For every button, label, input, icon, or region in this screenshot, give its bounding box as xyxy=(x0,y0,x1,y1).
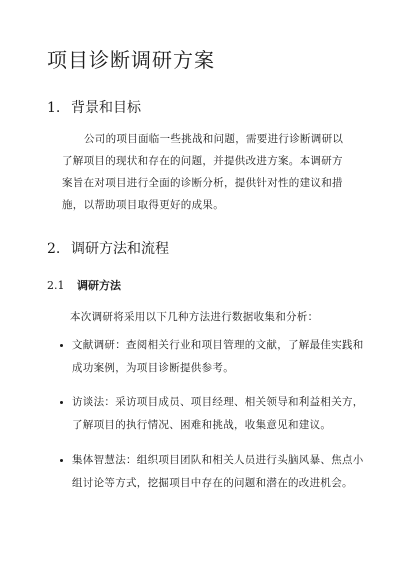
section-2-heading xyxy=(47,238,169,258)
methods-intro: 本次调研将采用以下几种方法进行数据收集和分析： xyxy=(70,311,319,323)
section-1-number: 1. xyxy=(47,100,61,116)
section-2-title: 调研方法和流程 xyxy=(71,241,169,257)
list-item-text: 集体智慧法：组织项目团队和相关人员进行头脑风暴、焦点小组讨论等方式，挖掘项目中存在的问题和潜在的改进机会。 xyxy=(72,454,364,489)
list-item-text: 文献调研：查阅相关行业和项目管理的文献，了解最佳实践和成功案例，为项目诊断提供参考。 xyxy=(72,339,364,374)
section-2-number: 2. xyxy=(47,241,61,257)
section-1-title: 背景和目标 xyxy=(71,100,141,116)
list-item xyxy=(60,334,370,380)
section-1-body: 公司的项目面临一些挑战和问题，需要进行诊断调研以了解项目的现状和存在的问题，并提供改进方案。本调研方案旨在对项目进行全面的诊断分析，提供针对性的建议和措施，以帮助项目取得更好的成果。 xyxy=(62,133,344,211)
list-item xyxy=(60,391,370,437)
section-1-heading xyxy=(47,97,141,117)
list-item xyxy=(60,449,370,495)
document-title: 项目诊断调研方案 xyxy=(47,48,215,72)
list-item-text: 访谈法：采访项目成员、项目经理、相关领导和利益相关方，了解项目的执行情况、困难和挑战，收集意见和建议。 xyxy=(72,396,364,431)
section-2-1-number: 2.1 xyxy=(47,279,65,292)
bullet-icon xyxy=(60,401,63,404)
section-2-1-heading xyxy=(47,277,121,293)
bullet-icon xyxy=(60,459,63,462)
section-2-1-title: 调研方法 xyxy=(77,279,121,292)
bullet-icon xyxy=(60,344,63,347)
